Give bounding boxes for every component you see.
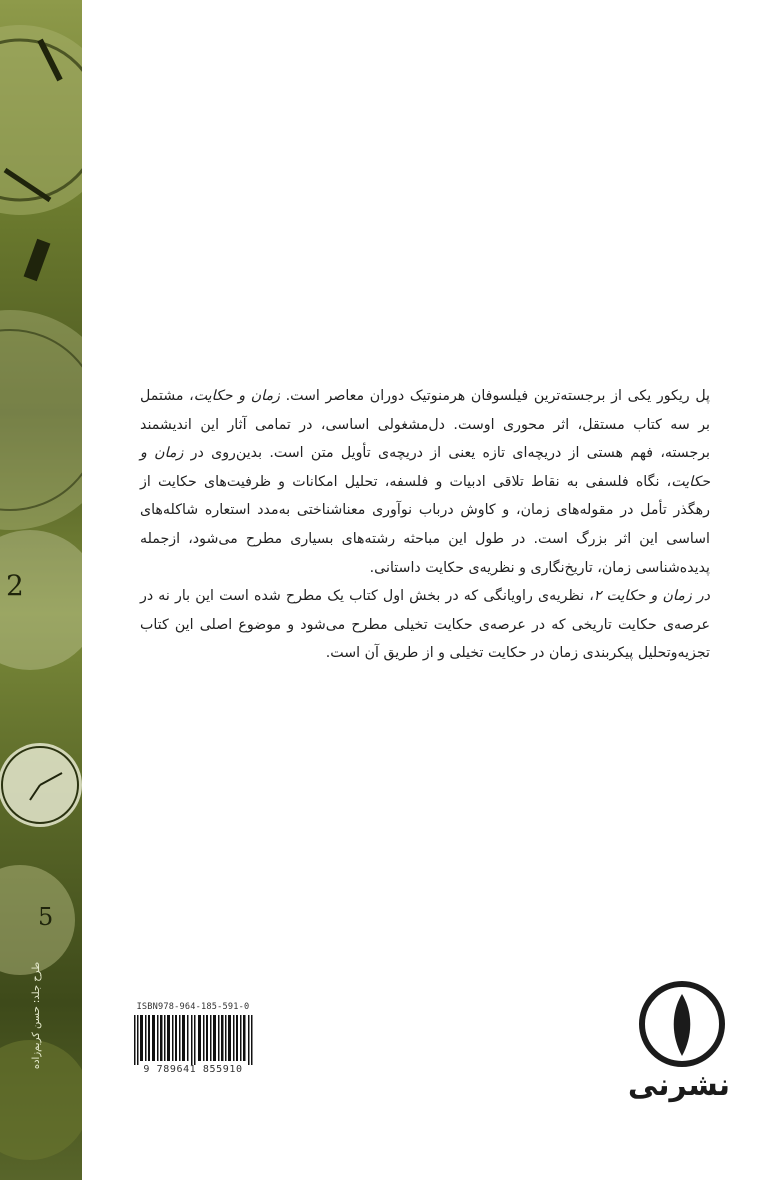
publisher-logo bbox=[627, 980, 730, 1108]
svg-text:5: 5 bbox=[38, 903, 54, 931]
cover-art-strip bbox=[0, 0, 82, 1180]
publisher-name: نشرنی bbox=[627, 1068, 730, 1103]
leaf-in-circle-icon bbox=[634, 980, 730, 1070]
book-title-ref-2: زمان و حکایت bbox=[140, 445, 710, 490]
paragraph-2 bbox=[140, 582, 710, 668]
back-cover-text bbox=[140, 382, 710, 668]
barcode-bars bbox=[130, 1015, 256, 1065]
isbn-label: ISBN978-964-185-591-0 bbox=[136, 1002, 250, 1012]
p1-text-1: پل ریکور یکی از برجسته‌ترین فیلسوفان هرمنوتیک دوران معاصر است. bbox=[279, 388, 711, 404]
book-title-ref-1: زمان و حکایت bbox=[193, 388, 280, 404]
barcode-digits: 9 789641 855910 bbox=[143, 1064, 243, 1075]
p1-text-2: ، مشتمل بر سه کتاب مستقل، اثر محوری اوست. دل‌مشغولی اساسی، در تمامی آثار این اندیشمند برجسته، فهم هستی از دریچه‌ای تازه یعنی از دریچه‌ی تأویل متن است. بدین‌روی در bbox=[140, 388, 710, 462]
cover-designer-text: طرح جلد: حسن کریم‌زاده bbox=[31, 961, 43, 1069]
isbn-barcode bbox=[128, 1002, 258, 1078]
book-title-ref-3: در زمان و حکایت ۲ bbox=[593, 588, 710, 605]
p2-text-1: ، نظریه‌ی راویانگی که در بخش اول کتاب یک مطرح شده است این بار نه در عرصه‌ی حکایت تاریخی که در عرصه‌ی حکایت تخیلی مطرح می‌شود و موضوع اصلی این کتاب تجزیه‌وتحلیل پیکربندی زمان در حکایت تخیلی و از طریق آن است. bbox=[140, 588, 710, 662]
cover-designer-caption bbox=[22, 961, 52, 1069]
paragraph-1 bbox=[140, 382, 710, 582]
p1-text-3: ، نگاه فلسفی به نقاط تلاقی ادبیات و فلسفه، تحلیل امکانات و ظرفیت‌های حکایت از رهگذر تأمل در مقوله‌های زمان، و کاوش درباب نوآوری معناشناختی به‌مدد استعاره شاکله‌های اساسی این اثر بزرگ است. در طول این مباحثه رشته‌های بسیاری مطرح می‌شود، ازجمله پدیده‌شناسی زمان، تاریخ‌نگاری و نظریه‌ی حکایت داستانی. bbox=[140, 473, 710, 576]
svg-text:2: 2 bbox=[6, 569, 24, 602]
